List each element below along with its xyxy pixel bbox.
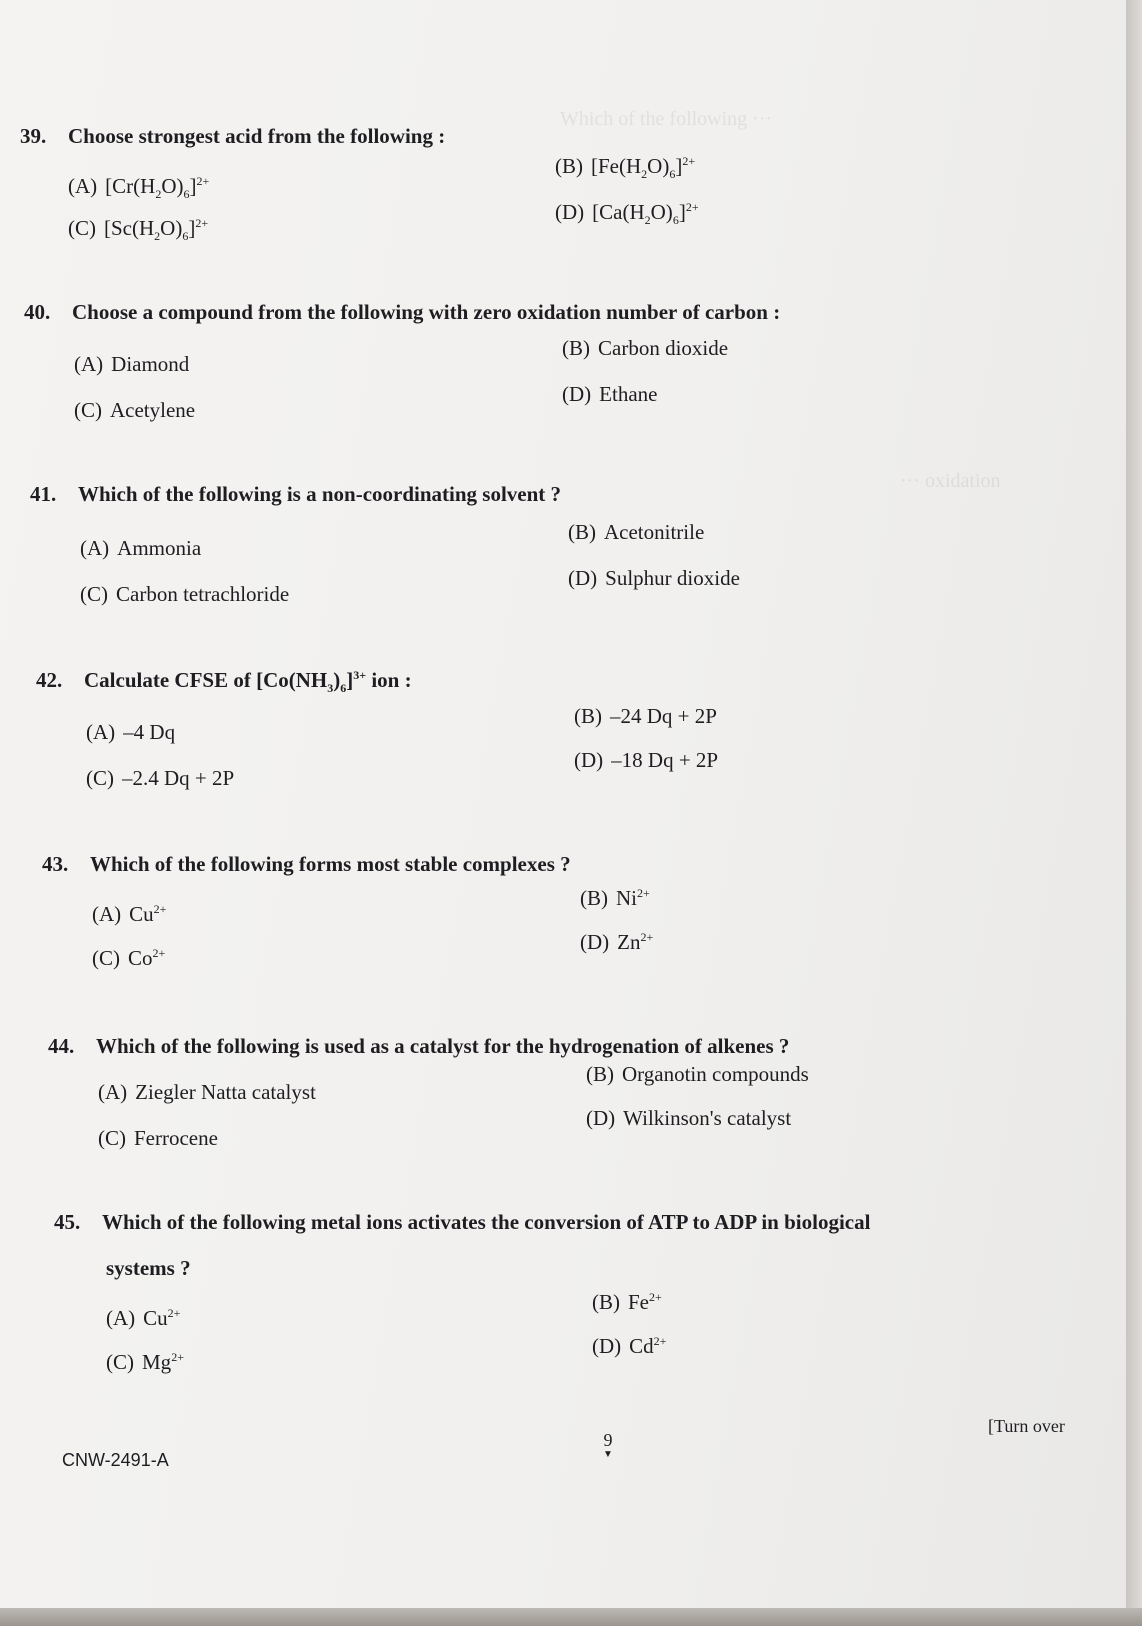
option-d[interactable]: (D) –18 Dq + 2P <box>574 748 719 772</box>
question-text: Which of the following is used as a catalyst for the hydrogenation of alkenes ? <box>96 1034 790 1058</box>
option-d[interactable]: (D) Sulphur dioxide <box>568 566 740 590</box>
question-text: Calculate CFSE of $[Co(NH_3)_6]^{3+}$ ion : <box>84 668 412 696</box>
question-number: 45. <box>54 1210 81 1234</box>
option-c[interactable]: (C) –2.4 Dq + 2P <box>86 766 235 790</box>
option-b[interactable]: (B) $Ni^{2+}$ <box>580 886 650 910</box>
option-b[interactable]: (B) $[Fe(H_2O)_6]^{2+}$ <box>555 154 696 182</box>
option-c[interactable]: (C) Acetylene <box>74 398 196 422</box>
option-a[interactable]: (A) Ziegler Natta catalyst <box>98 1080 316 1104</box>
option-d[interactable]: (D) $Zn^{2+}$ <box>580 930 654 954</box>
option-a[interactable]: (A) Ammonia <box>80 536 202 560</box>
page-edge-bottom <box>0 1608 1142 1626</box>
bleed-through-text: Which of the following ··· <box>560 108 773 130</box>
page-edge <box>1126 0 1142 1626</box>
option-a[interactable]: (A) Diamond <box>74 352 190 376</box>
page-marker-icon: ▼ <box>603 1449 613 1460</box>
option-b[interactable]: (B) $Fe^{2+}$ <box>592 1290 662 1314</box>
question-text: Choose a compound from the following with zero oxidation number of carbon : <box>72 300 781 324</box>
option-a[interactable]: (A) $[Cr(H_2O)_6]^{2+}$ <box>68 174 210 202</box>
option-b[interactable]: (B) –24 Dq + 2P <box>574 704 717 728</box>
paper-code: CNW-2491-A <box>62 1450 169 1470</box>
option-d[interactable]: (D) Wilkinson's catalyst <box>586 1106 792 1130</box>
question-number: 43. <box>42 852 69 876</box>
question-text-continued: systems ? <box>106 1256 191 1280</box>
question-number: 39. <box>20 124 47 148</box>
question-number: 41. <box>30 482 57 506</box>
question-41 <box>0 482 1100 606</box>
question-44 <box>0 1034 1100 1154</box>
option-a[interactable]: (A) $Cu^{2+}$ <box>92 902 167 926</box>
bleed-through-text: ··· oxidation <box>900 470 1001 492</box>
option-c[interactable]: (C) Ferrocene <box>98 1126 218 1150</box>
turn-over-label: [Turn over <box>988 1416 1065 1436</box>
question-number: 44. <box>48 1034 75 1058</box>
question-number: 40. <box>24 300 51 324</box>
option-a[interactable]: (A) –4 Dq <box>86 720 176 744</box>
option-c[interactable]: (C) $Mg^{2+}$ <box>106 1350 184 1374</box>
question-42 <box>0 668 1100 788</box>
option-b[interactable]: (B) Carbon dioxide <box>562 336 729 360</box>
option-b[interactable]: (B) Organotin compounds <box>586 1062 809 1086</box>
option-d[interactable]: (D) $Cd^{2+}$ <box>592 1334 667 1358</box>
option-c[interactable]: (C) $Co^{2+}$ <box>92 946 166 970</box>
question-text: Which of the following forms most stable complexes ? <box>90 852 571 876</box>
question-number: 42. <box>36 668 63 692</box>
question-text: Which of the following is a non-coordinating solvent ? <box>78 482 562 506</box>
option-d[interactable]: (D) Ethane <box>562 382 658 406</box>
option-b[interactable]: (B) Acetonitrile <box>568 520 705 544</box>
option-c[interactable]: (C) Carbon tetrachloride <box>80 582 290 606</box>
question-text: Which of the following metal ions activates the conversion of ATP to ADP in biological <box>102 1210 871 1234</box>
option-c[interactable]: (C) $[Sc(H_2O)_6]^{2+}$ <box>68 216 209 244</box>
option-a[interactable]: (A) $Cu^{2+}$ <box>106 1306 181 1330</box>
page-number: 9 ▼ <box>603 1430 613 1460</box>
question-text: Choose strongest acid from the following : <box>68 124 446 148</box>
option-d[interactable]: (D) $[Ca(H_2O)_6]^{2+}$ <box>555 200 699 228</box>
question-40 <box>0 300 1100 420</box>
question-45 <box>0 1210 1100 1374</box>
question-39 <box>0 124 1100 244</box>
question-43 <box>0 852 1100 972</box>
